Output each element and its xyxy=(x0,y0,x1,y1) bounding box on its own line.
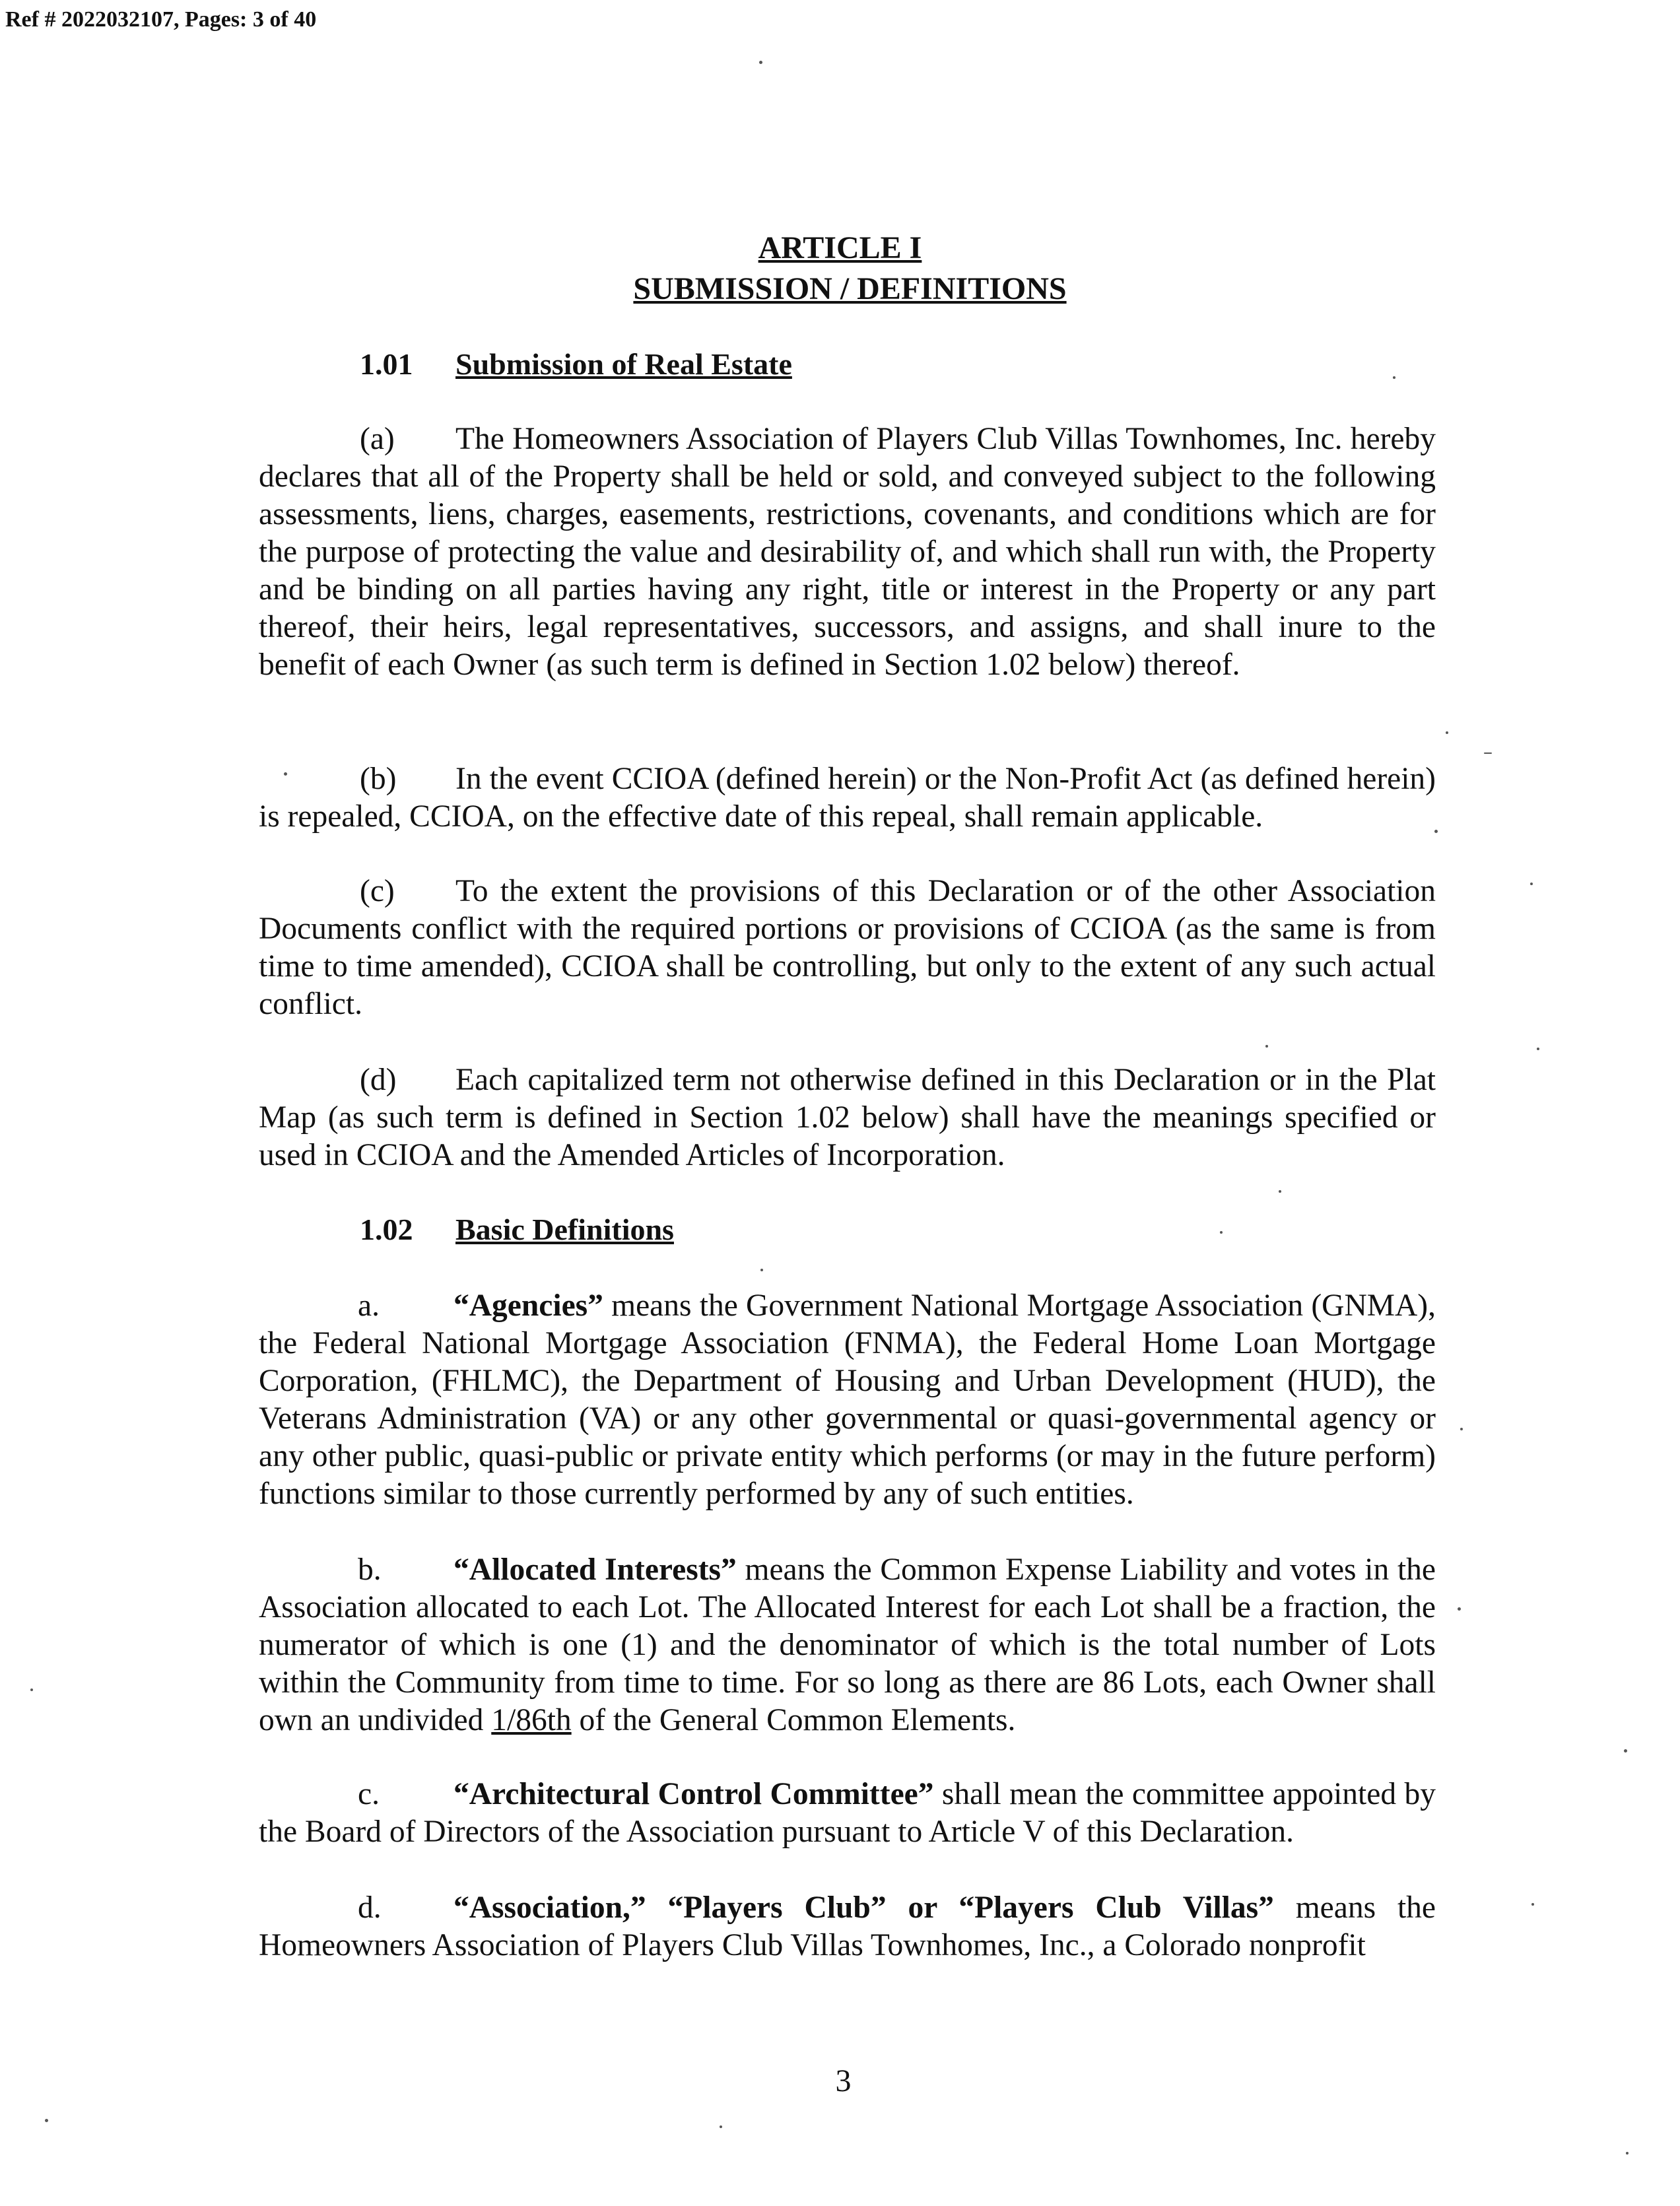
scan-speck xyxy=(1434,830,1438,833)
scan-speck xyxy=(45,2119,48,2122)
paragraph-c xyxy=(259,873,1436,1023)
section-title: Basic Definitions xyxy=(455,1213,674,1246)
section-heading-1-01 xyxy=(360,346,792,383)
paragraph-label: (a) xyxy=(360,422,395,456)
paragraph-label: (c) xyxy=(360,874,395,908)
scan-speck xyxy=(1220,1231,1223,1234)
definition-label: c. xyxy=(358,1777,380,1811)
scan-speck xyxy=(1531,1903,1534,1906)
definition-text: means the Government National Mortgage Association (GNMA), the Federal National Mortgage Association (FNMA), the Federal Home Loan Mortgage Corporation, (FHLMC), the Department of Housing and Urban Development (HUD), the Veterans Administration (VA) or any other governmental or quasi-governmental agency or any other public, quasi-public or private entity which performs (or may in the future perform) functions similar to those currently performed by any of such entities. xyxy=(259,1288,1436,1511)
scan-speck xyxy=(760,1269,763,1271)
section-heading-1-02 xyxy=(360,1211,674,1248)
paragraph-text: The Homeowners Association of Players Club Villas Townhomes, Inc. hereby declares that all of the Property shall be held or sold, and conveyed subject to the following assessments, liens, charges, easements, restrictions, covenants, and conditions which are for the purpose of protecting the value and desirability of, and which shall run with, the Property and be binding on all parties having any right, title or interest in the Property or any part thereof, their heirs, legal representatives, successors, and assigns, and shall inure to the benefit of each Owner (as such term is defined in Section 1.02 below) thereof. xyxy=(259,422,1436,682)
definition-term: “Allocated Interests” xyxy=(454,1553,737,1587)
article-title: ARTICLE I xyxy=(758,230,922,265)
definition-term: “Architectural Control Committee” xyxy=(454,1777,934,1811)
definition-text-after: of the General Common Elements. xyxy=(571,1703,1016,1737)
scan-speck xyxy=(1279,1190,1281,1193)
paragraph-text: Each capitalized term not otherwise defined in this Declaration or in the Plat Map (as such term is defined in Section 1.02 below) shall have the meanings specified or used in CCIOA and the Amended Articles of Incorporation. xyxy=(259,1063,1436,1172)
definition-label: b. xyxy=(358,1553,382,1587)
definition-text: means the Homeowners Association of Players Club Villas Townhomes, Inc., a Colorado nonprofit xyxy=(259,1890,1436,1962)
scan-speck xyxy=(1626,2152,1629,2155)
scan-speck xyxy=(1460,1428,1463,1430)
paragraph-d xyxy=(259,1061,1436,1174)
scan-speck xyxy=(1265,1045,1268,1048)
scan-speck xyxy=(284,772,287,776)
definition-text: means the Common Expense Liability and votes in the Association allocated to each Lot. The Allocated Interest for each Lot shall be a fraction, the numerator of which is one (1) and the denominator of which is the total number of Lots within the Community from time to time. For so long as there are 86 Lots, each Owner shall own an undivided xyxy=(259,1553,1436,1737)
paragraph-text: To the extent the provisions of this Declaration or of the other Association Documents conflict with the required portions or provisions of CCIOA (as the same is from time to time amended), CCIOA shall be controlling, but only to the extent of any such actual conflict. xyxy=(259,874,1436,1021)
definition-text: shall mean the committee appointed by the Board of Directors of the Association pursuant to Article V of this Declaration. xyxy=(259,1777,1436,1849)
definition-label: a. xyxy=(358,1288,380,1323)
scan-speck xyxy=(759,61,762,64)
underlined-fraction: 1/86th xyxy=(491,1703,572,1737)
definition-allocated-interests xyxy=(259,1551,1436,1739)
article-subtitle: SUBMISSION / DEFINITIONS xyxy=(633,271,1067,306)
scan-speck xyxy=(30,1688,33,1691)
scan-speck xyxy=(1458,1607,1461,1611)
section-number: 1.01 xyxy=(360,347,413,381)
definition-association xyxy=(259,1889,1436,1964)
paragraph-label: (d) xyxy=(360,1063,397,1097)
definition-agencies xyxy=(259,1287,1436,1513)
scan-speck xyxy=(1537,1048,1539,1050)
scan-speck xyxy=(1446,731,1448,734)
scan-speck xyxy=(1530,883,1533,885)
definition-term: “Association,” “Players Club” or “Players Club Villas” xyxy=(454,1890,1274,1925)
paragraph-b xyxy=(259,760,1436,836)
paragraph-text: In the event CCIOA (defined herein) or the Non-Profit Act (as defined herein) is repealed, CCIOA, on the effective date of this repeal, shall remain applicable. xyxy=(259,762,1436,834)
definition-architectural-control-committee xyxy=(259,1776,1436,1851)
scan-speck xyxy=(1484,752,1492,754)
paragraph-label: (b) xyxy=(360,762,397,796)
scan-speck xyxy=(720,2125,722,2128)
reference-header: Ref # 2022032107, Pages: 3 of 40 xyxy=(5,7,317,32)
section-title: Submission of Real Estate xyxy=(455,347,792,381)
definition-label: d. xyxy=(358,1890,382,1925)
definition-term: “Agencies” xyxy=(454,1288,603,1323)
section-number: 1.02 xyxy=(360,1213,413,1246)
paragraph-a xyxy=(259,420,1436,684)
scan-speck xyxy=(1624,1749,1627,1753)
page-number: 3 xyxy=(835,2063,852,2098)
scan-speck xyxy=(1393,376,1395,379)
